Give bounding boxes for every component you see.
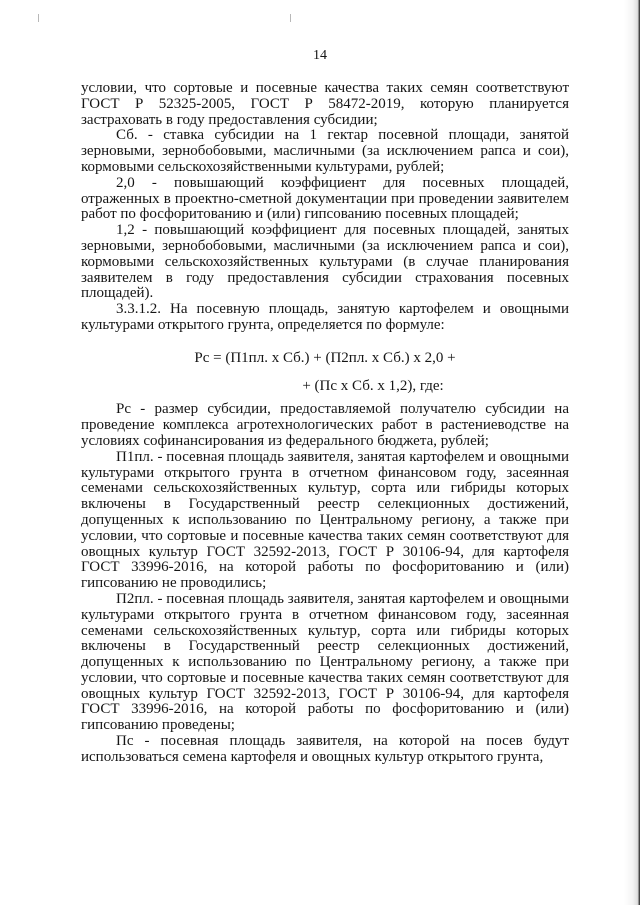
document-body bbox=[81, 81, 569, 766]
scan-edge-shadow bbox=[624, 0, 640, 905]
scan-artifact bbox=[290, 14, 291, 22]
paragraph-gost-insurance: условии, что сортовые и посевные качества таких семян соответствуют ГОСТ Р 52325-2005, ГОСТ Р 58472-2019, которую планируется застраховать в году предоставления субсидии; bbox=[81, 80, 569, 128]
definition-sb: Сб. - ставка субсидии на 1 гектар посевной площади, занятой зерновыми, зернобобовыми, масличными (за исключением рапса и сои), кормовыми сельскохозяйственными культурами, рублей; bbox=[81, 127, 569, 175]
definition-coefficient-1-2: 1,2 - повышающий коэффициент для посевных площадей, занятых зерновыми, зернобобовыми, масличными (за исключением рапса и сои), кормовыми сельскохозяйственных культурами (в случае планирования заявителем в году предоставления субсидии страхования посевных площадей). bbox=[81, 222, 569, 302]
formula-line-2: + (Пс х Сб. х 1,2), где: bbox=[302, 377, 444, 394]
section-3-3-1-2: 3.3.1.2. На посевную площадь, занятую картофелем и овощными культурами открытого грунта, определяется по формуле: bbox=[81, 301, 569, 333]
definition-rs: Рс - размер субсидии, предоставляемой получателю субсидии на проведение комплекса агротехнологических работ в растениеводстве на условиях софинансирования из федерального бюджета, рублей; bbox=[81, 401, 569, 449]
formula-line-1: Рс = (П1пл. х Сб.) + (П2пл. х Сб.) х 2,0 + bbox=[194, 349, 456, 366]
definition-p2pl: П2пл. - посевная площадь заявителя, занятая картофелем и овощными культурами открытого грунта в отчетном финансовом году, засеянная семенами сельскохозяйственных культур, сорта или гибриды которых включены в Государственный реестр селекционных достижений, допущенных к использованию по Центральному региону, а также при условии, что сортовые и посевные качества таких семян соответствуют для овощных культур ГОСТ 32592-2013, ГОСТ Р 30106-94, для картофеля ГОСТ 33996-2016, на которой работы по фосфоритованию и (или) гипсованию проведены; bbox=[81, 590, 569, 734]
definition-coefficient-2-0: 2,0 - повышающий коэффициент для посевных площадей, отраженных в проектно-сметной документации при проведении заявителем работ по фосфоритованию и (или) гипсованию посевных площадей; bbox=[81, 174, 569, 223]
page-number: 14 bbox=[313, 48, 327, 63]
definition-p1pl: П1пл. - посевная площадь заявителя, занятая картофелем и овощными культурами открытого грунта в отчетном финансовом году, засеянная семенами сельскохозяйственных культур, сорта или гибриды которых включены в Государственный реестр селекционных достижений, допущенных к использованию по Центральному региону, а также при условии, что сортовые и посевные качества таких семян соответствуют для овощных культур ГОСТ 32592-2013, ГОСТ Р 30106-94, для картофеля ГОСТ 33996-2016, на которой работы по фосфоритованию и (или) гипсованию не проводились; bbox=[81, 448, 569, 592]
scan-artifact bbox=[38, 14, 39, 22]
definition-ps: Пс - посевная площадь заявителя, на которой на посев будут использоваться семена картофеля и овощных культур открытого грунта, bbox=[81, 733, 569, 765]
